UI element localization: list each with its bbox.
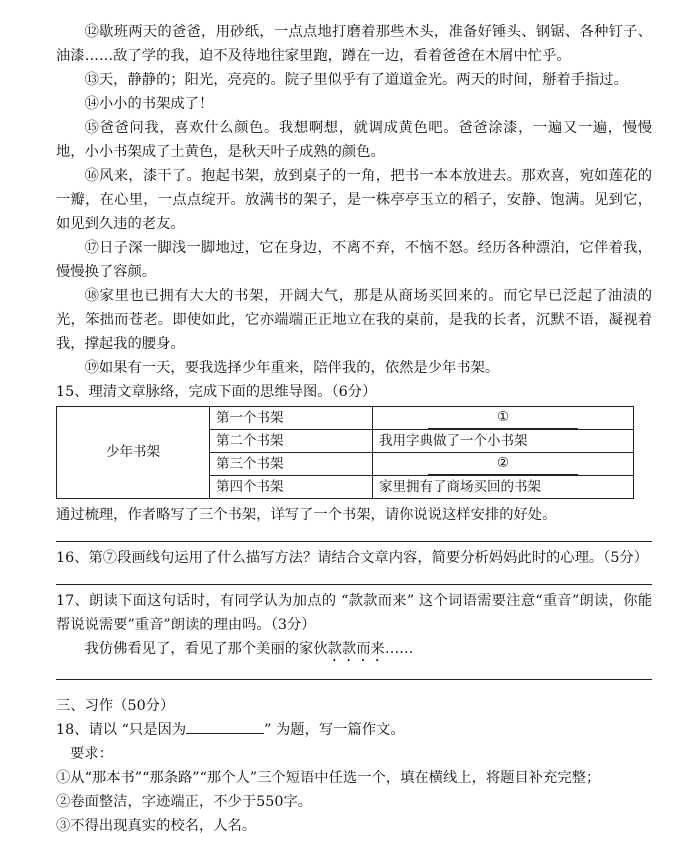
requirement-item: ②卷面整洁，字迹端正，不少于550字。 [56, 794, 313, 810]
mind-map-answer: 家里拥有了商场买回的书架 [373, 476, 634, 499]
mind-map-answer: 我用字典做了一个小书架 [373, 430, 634, 453]
mind-map-answer-blank-1[interactable]: ① [373, 407, 634, 430]
paragraph-13: ⑬天，静静的；阳光，亮亮的。院子里似乎有了道道金光。两天的时间，掰着手指过。 [84, 72, 628, 88]
requirement-item: ①从“那本书”“那条路”“那个人”三个短语中任选一个，填在横线上，将题目补充完整； [56, 770, 601, 786]
section-3-title: 三、习作（50分） [56, 698, 175, 714]
question-18: 18、请以 “只是因为 ” 为题，写一篇作文。 [56, 722, 405, 738]
mind-map-label: 第四个书架 [210, 476, 373, 499]
title-blank[interactable] [186, 733, 264, 734]
mind-map-root: 少年书架 [57, 407, 210, 499]
answer-line[interactable] [56, 531, 652, 542]
paragraph-17: ⑰日子深一脚浅一脚地过，它在身边，不离不弃，不恼不怒。经历各种漂泊，它伴着我，慢慢换了容颜。 [56, 240, 652, 280]
mind-map-label: 第一个书架 [210, 407, 373, 430]
question-16: 16、第⑦段画线句运用了什么描写方法？请结合文章内容，简要分析妈妈此时的心理。（5分） [56, 550, 649, 566]
mind-map-label: 第二个书架 [210, 430, 373, 453]
question-15-stem: 15、理清文章脉络，完成下面的思维导图。（6分） [56, 384, 377, 400]
paragraph-12: ⑫歇班两天的爸爸，用砂纸，一点点地打磨着那些木头，准备好锤头、钢锯、各种钉子、油漆……敌了学的我，迫不及待地往家里跑，蹲在一边，看着爸爸在木屑中忙乎。 [56, 24, 652, 64]
emphasis-dotted-phrase: 款款而来 [327, 641, 385, 657]
paragraph-18: ⑱家里也已拥有大大的书架，开阔大气，那是从商场买回来的。而它早已泛起了油渍的光，笨拙而苍老。即使如此，它亦端端正正地立在我的桌前，是我的长者，沉默不语，凝视着我，撑起我的腰身。 [56, 288, 652, 352]
paragraph-14: ⑭小小的书架成了！ [84, 96, 214, 112]
answer-line[interactable] [56, 669, 652, 680]
paragraph-16: ⑯风来，漆干了。抱起书架，放到桌子的一角，把书一本本放进去。那欢喜，宛如莲花的一瓣，在心里，一点点绽开。放满书的架子，是一株亭亭玉立的稻子，安静、饱满。见到它，如见到久违的老友。 [56, 168, 652, 232]
mind-map-table [56, 406, 634, 499]
question-17-quote: 我仿佛看见了，看见了那个美丽的家伙款款而来…… [84, 641, 414, 657]
requirement-item: ③不得出现真实的校名，人名。 [56, 818, 257, 834]
question-15-followup: 通过梳理，作者略写了三个书架，详写了一个书架，请你说说这样安排的好处。 [56, 507, 557, 523]
paragraph-15: ⑮爸爸问我，喜欢什么颜色。我想啊想，就调成黄色吧。爸爸涂漆，一遍又一遍，慢慢地，小小书架成了土黄色，是秋天叶子成熟的颜色。 [56, 120, 652, 160]
mind-map-label: 第三个书架 [210, 453, 373, 476]
requirements-title: 要求： [70, 746, 113, 762]
question-17-stem: 17、朗读下面这句话时，有同学认为加点的 “款款而来” 这个词语需要注意“重音”朗读，你能帮说说需要”重音”朗读的理由吗。（3分） [56, 593, 652, 633]
paragraph-19: ⑲如果有一天，要我选择少年重来，陪伴我的，依然是少年书架。 [84, 360, 500, 376]
answer-line[interactable] [56, 574, 652, 585]
mind-map-row [57, 407, 634, 430]
mind-map-answer-blank-2[interactable]: ② [373, 453, 634, 476]
